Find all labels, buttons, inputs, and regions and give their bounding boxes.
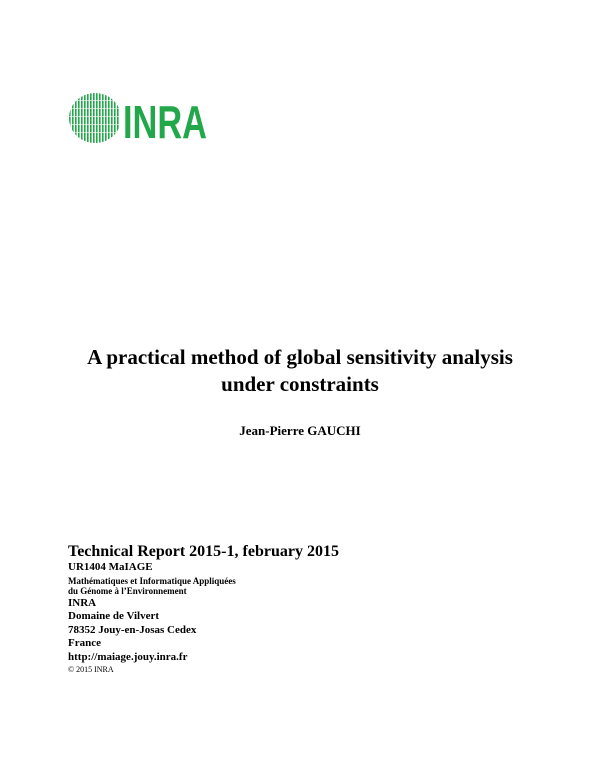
address-line-2: 78352 Jouy-en-Josas Cedex	[68, 623, 197, 636]
unit-name-line-1: Mathématiques et Informatique Appliquées	[68, 575, 236, 586]
inra-logo-icon	[68, 92, 210, 148]
logo-text: INRA	[123, 96, 207, 148]
copyright: © 2015 INRA	[68, 665, 114, 674]
unit-code: UR1404 MaIAGE	[68, 561, 153, 573]
title-line-1: A practical method of global sensitivity analysis	[87, 345, 513, 369]
report-info	[68, 543, 548, 675]
document-title	[0, 344, 600, 398]
country: France	[68, 637, 101, 649]
title-line-2: under constraints	[221, 372, 379, 396]
report-heading: Technical Report 2015-1, february 2015	[68, 543, 339, 560]
inra-logo	[68, 92, 210, 148]
institution: INRA	[68, 596, 97, 609]
address-line-1: Domaine de Vilvert	[68, 610, 160, 622]
website-link[interactable]: http://maiage.jouy.inra.fr	[68, 650, 188, 663]
unit-name-line-2: du Génome à l’Environnement	[68, 586, 187, 596]
author-name: Jean-Pierre GAUCHI	[239, 423, 361, 438]
